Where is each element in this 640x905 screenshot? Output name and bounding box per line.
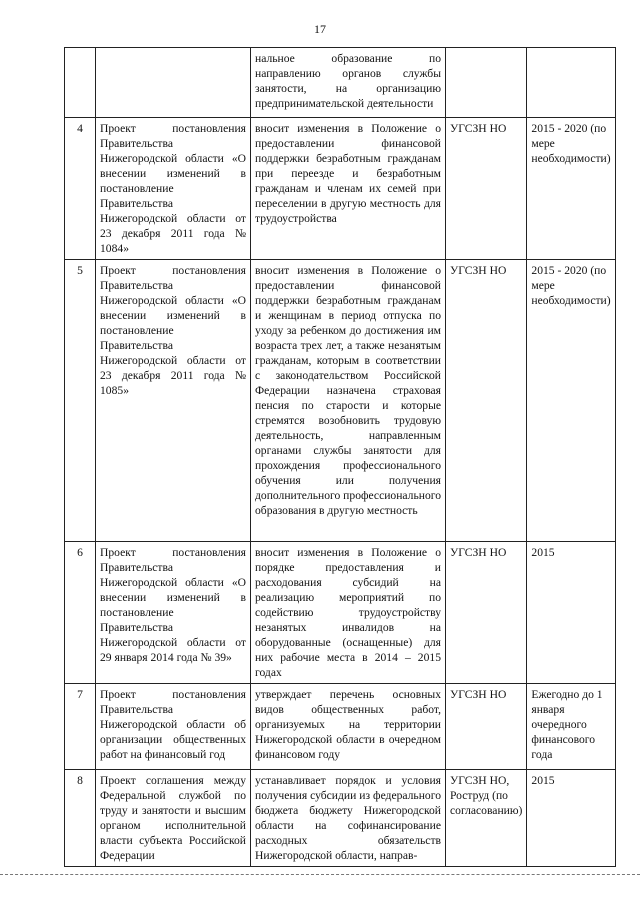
term-cell: Ежегодно до 1 января очередного финансового года: [527, 684, 615, 770]
term-cell: 2015 - 2020 (по мере необходимости): [527, 260, 615, 542]
table-row: [65, 684, 616, 770]
term-cell: [527, 48, 615, 118]
row-number-cell: [65, 48, 96, 118]
row-number-cell: 7: [65, 684, 96, 770]
table-row: [65, 48, 616, 118]
description-cell: устанавливает порядок и условия получения субсидии из федерального бюджета бюджету Нижегородской области на софинансирование расходных обязательств Нижегородской области, направ-: [251, 770, 446, 867]
measures-table: [64, 47, 616, 867]
table-row: [65, 118, 616, 260]
term-cell: 2015: [527, 542, 615, 684]
responsible-cell: [446, 48, 527, 118]
description-cell: вносит изменения в Положение о предоставлении финансовой поддержки безработным гражданам и женщинам в период отпуска по уходу за ребенком до достижения им возраста трех лет, а также незанятым гражданам, которым в соответствии с законодательством Российской Федерации назначена страховая пенсия по старости и которые стремятся возобновить трудовую деятельность, направленным органами службы занятости для прохождения профессионального обучения или получения дополнительного профессионального образования в другую местность: [251, 260, 446, 542]
responsible-cell: УГСЗН НО, Роструд (по согласованию): [446, 770, 527, 867]
document-name-cell: [96, 48, 251, 118]
document-name-cell: Проект постановления Правительства Нижегородской области «О внесении изменений в постановление Правительства Нижегородской области от 23 декабря 2011 года № 1084»: [96, 118, 251, 260]
responsible-cell: УГСЗН НО: [446, 260, 527, 542]
responsible-cell: УГСЗН НО: [446, 684, 527, 770]
row-number-cell: 8: [65, 770, 96, 867]
description-cell: вносит изменения в Положение о порядке предоставления и расходования субсидий на реализацию мероприятий по содействию трудоустройству незанятых инвалидов на оборудованные (оснащенные) для них рабочие места в 2014 – 2015 годах: [251, 542, 446, 684]
row-number-cell: 4: [65, 118, 96, 260]
description-cell: нальное образование по направлению органов службы занятости, на организацию предпринимательской деятельности: [251, 48, 446, 118]
term-cell: 2015 - 2020 (по мере необходимости): [527, 118, 615, 260]
table-row: [65, 770, 616, 867]
document-name-cell: Проект постановления Правительства Нижегородской области «О внесении изменений в постановление Правительства Нижегородской области от 29 января 2014 года № 39»: [96, 542, 251, 684]
document-name-cell: Проект постановления Правительства Нижегородской области об организации общественных работ на финансовый год: [96, 684, 251, 770]
term-cell: 2015: [527, 770, 615, 867]
table-row: [65, 542, 616, 684]
document-name-cell: Проект постановления Правительства Нижегородской области «О внесении изменений в постановление Правительства Нижегородской области от 23 декабря 2011 года № 1085»: [96, 260, 251, 542]
row-number-cell: 5: [65, 260, 96, 542]
page-number: 17: [314, 22, 326, 36]
responsible-cell: УГСЗН НО: [446, 542, 527, 684]
responsible-cell: УГСЗН НО: [446, 118, 527, 260]
description-cell: вносит изменения в Положение о предоставлении финансовой поддержки безработным гражданам при переезде и безработным гражданам и членам их семей при переселении в другую местность для трудоустройства: [251, 118, 446, 260]
row-number-cell: 6: [65, 542, 96, 684]
table-row: [65, 260, 616, 542]
description-cell: утверждает перечень основных видов общественных работ, организуемых на территории Нижегородской области в очередном финансовом году: [251, 684, 446, 770]
page-edge-divider: [0, 874, 640, 875]
document-name-cell: Проект соглашения между Федеральной службой по труду и занятости и высшим органом исполнительной власти субъекта Российской Федерации: [96, 770, 251, 867]
